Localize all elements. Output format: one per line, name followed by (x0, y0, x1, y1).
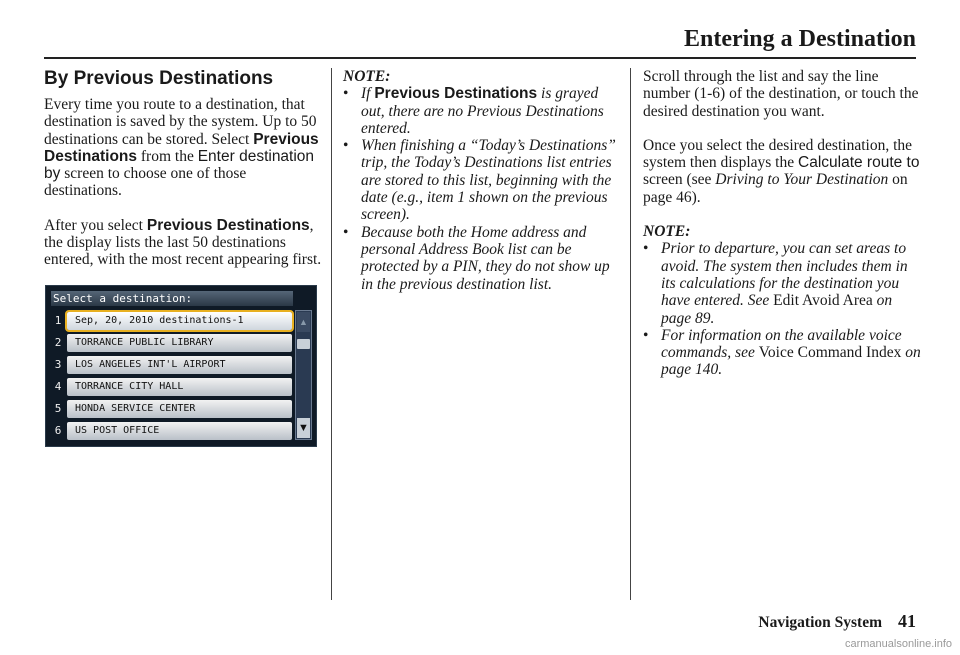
list-item-label: Sep, 20, 2010 destinations-1 (67, 312, 292, 330)
note-list (643, 240, 921, 378)
scroll-up-icon[interactable]: ▲ (297, 312, 310, 332)
list-item-number: 3 (54, 358, 62, 371)
column-2 (343, 68, 621, 293)
column-divider (331, 68, 332, 600)
column-divider (630, 68, 631, 600)
list-item-number: 6 (54, 424, 62, 437)
once-select-mid: screen (see (643, 171, 712, 189)
list-item-label: TORRANCE PUBLIC LIBRARY (67, 334, 292, 352)
list-item[interactable] (51, 377, 291, 397)
list-item (643, 240, 921, 326)
after-select-start: After you select (44, 216, 143, 234)
watermark: carmanualsonline.info (844, 638, 952, 650)
list-item-label: LOS ANGELES INT'L AIRPORT (67, 356, 292, 374)
scrollbar-thumb[interactable] (297, 339, 310, 349)
list-item-number: 5 (54, 402, 62, 415)
list-item (343, 224, 621, 293)
list-item[interactable] (51, 421, 291, 441)
section-title: By Previous Destinations (44, 68, 274, 89)
once-select-start: Once you select the desired destination, the system then displays the (643, 136, 913, 172)
note-avoid-end: on page 89. (661, 292, 893, 327)
note-label: NOTE: (343, 68, 391, 85)
column-3 (643, 68, 921, 379)
driving-reference: Driving to Your Destination (715, 171, 889, 189)
intro-text-mid: from the (140, 147, 194, 165)
list-item (343, 85, 621, 137)
list-item[interactable] (51, 399, 291, 419)
after-select-end: , the display lists the last 50 destinations entered, with the most recent appearing first. (44, 216, 322, 269)
calculate-route-term: Calculate route to (798, 154, 920, 172)
intro-text: Every time you route to a destination, that destination is saved by the system. Up to 50 destinations can be stored. Select (44, 96, 317, 148)
header-divider (44, 57, 916, 59)
note-2-text: When finishing a “Today’s Destinations” trip, the Today’s Destinations list entries are stored to this list, beginning with the date (e.g., item 1 shown on the previous screen). (361, 137, 616, 224)
screen-title: Select a destination: (51, 291, 293, 306)
note-voice-end: on page 140. (661, 344, 921, 379)
intro-text-end: screen to choose one of those destinations. (44, 165, 247, 200)
list-item-label: HONDA SERVICE CENTER (67, 400, 292, 418)
list-item (643, 327, 921, 379)
previous-destinations-term-2: Previous Destinations (146, 216, 310, 234)
list-item-label: US POST OFFICE (67, 422, 292, 440)
previous-destinations-term: Previous Destinations (44, 130, 319, 165)
footer-label: Navigation System (758, 614, 882, 631)
note-label: NOTE: (643, 223, 691, 241)
previous-destinations-term-3: Previous Destinations (374, 85, 538, 103)
column-1 (44, 68, 324, 269)
list-item[interactable] (51, 355, 291, 375)
once-select-paragraph (643, 137, 921, 206)
scroll-down-icon[interactable]: ▼ (297, 418, 310, 438)
list-item[interactable] (51, 333, 291, 353)
enter-destination-by-term: Enter destination by (44, 147, 315, 183)
note-list (343, 85, 621, 293)
scrollbar[interactable] (295, 310, 312, 440)
scroll-paragraph: Scroll through the list and say the line number (1-6) of the destination, or touch the desired destination you want. (643, 68, 919, 120)
edit-avoid-area-ref: Edit Avoid Area (773, 292, 873, 310)
after-select-paragraph (44, 217, 324, 269)
note-if: If (361, 85, 371, 103)
navigation-screen-image (45, 285, 317, 447)
list-item (343, 137, 621, 223)
list-item-number: 2 (54, 336, 62, 349)
voice-command-index-ref: Voice Command Index (758, 344, 902, 362)
list-item-number: 1 (54, 314, 62, 327)
list-item-number: 4 (54, 380, 62, 393)
page-number: 41 (898, 611, 916, 631)
intro-paragraph (44, 96, 324, 200)
note-1-end: is grayed out, there are no Previous Destinations entered. (361, 85, 604, 137)
note-avoid-text: Prior to departure, you can set areas to avoid. The system then includes them in its calculations for the destination you have entered. See (661, 240, 908, 310)
page-header-title: Entering a Destination (683, 26, 916, 52)
list-item-label: TORRANCE CITY HALL (67, 378, 292, 396)
once-select-end: on page 46). (643, 171, 908, 206)
note-3-text: Because both the Home address and personal Address Book list can be protected by a PIN, they do not show up in the previous destination list. (361, 223, 610, 293)
note-voice-text: For information on the available voice commands, see (661, 326, 902, 362)
list-item[interactable] (51, 311, 291, 331)
